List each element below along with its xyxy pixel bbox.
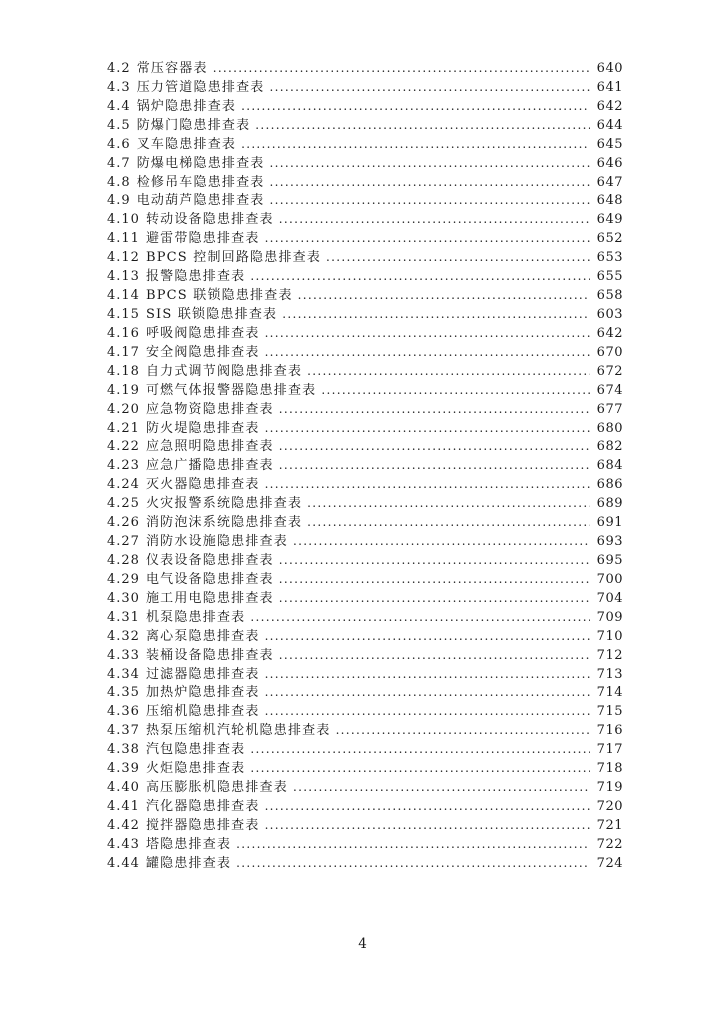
- dot-leader: [279, 210, 590, 230]
- toc-entry[interactable]: [107, 229, 623, 248]
- toc-entry-page-number: 672: [596, 363, 623, 379]
- toc-entry-title: 装桶设备隐患排查表: [145, 647, 274, 663]
- toc-entry-page-number: 642: [596, 325, 623, 341]
- toc-entry-page-number: 704: [596, 590, 623, 606]
- toc-entry-number: 4.6: [107, 136, 131, 152]
- toc-entry-number: 4.38: [107, 742, 140, 758]
- toc-entry-number: 4.36: [107, 704, 140, 720]
- toc-entry[interactable]: [107, 286, 623, 305]
- toc-entry-title: 检修吊车隐患排查表: [136, 174, 265, 190]
- toc-entry-title: 搅拌器隐患排查表: [145, 817, 260, 833]
- toc-entry-number: 4.17: [107, 344, 140, 360]
- toc-entry-number: 4.28: [107, 552, 140, 568]
- toc-entry-number: 4.32: [107, 628, 140, 644]
- toc-entry-title: 火炬隐患排查表: [145, 761, 246, 777]
- dot-leader: [270, 191, 591, 211]
- toc-entry-page-number: 653: [596, 250, 623, 266]
- toc-entry-title: 电动葫芦隐患排查表: [136, 193, 265, 209]
- dot-leader: [293, 778, 590, 798]
- toc-entry-number: 4.4: [107, 98, 131, 114]
- dot-leader: [279, 551, 590, 571]
- toc-entry-page-number: 655: [596, 269, 623, 285]
- dot-leader: [265, 816, 590, 836]
- toc-entry-title: SIS 联锁隐患排查表: [145, 306, 278, 322]
- toc-entry-number: 4.2: [107, 61, 131, 76]
- dot-leader: [265, 475, 590, 495]
- toc-entry[interactable]: [107, 248, 623, 267]
- toc-entry-number: 4.19: [107, 382, 140, 398]
- toc-entry[interactable]: [107, 627, 623, 646]
- toc-entry-number: 4.18: [107, 363, 140, 379]
- dot-leader: [265, 343, 590, 363]
- toc-entry-title: 热泵压缩机汽轮机隐患排查表: [145, 723, 331, 739]
- toc-entry-number: 4.25: [107, 496, 140, 512]
- toc-entry[interactable]: [107, 475, 623, 494]
- toc-entry[interactable]: [107, 816, 623, 835]
- toc-entry-page-number: 646: [596, 155, 623, 171]
- footer-page-number: 4: [358, 936, 367, 952]
- dot-leader: [282, 305, 590, 325]
- toc-entry-page-number: 658: [596, 288, 623, 304]
- toc-entry-number: 4.34: [107, 666, 140, 682]
- toc-entry-page-number: 645: [596, 136, 623, 152]
- toc-entry-title: 呼吸阀隐患排查表: [145, 325, 260, 341]
- toc-entry-page-number: 719: [596, 780, 623, 796]
- toc-entry-number: 4.29: [107, 571, 140, 587]
- toc-entry[interactable]: [107, 419, 623, 438]
- toc-entry[interactable]: [107, 154, 623, 173]
- dot-leader: [270, 173, 591, 193]
- toc-entry-title: 压力管道隐患排查表: [136, 79, 265, 95]
- toc-entry-page-number: 682: [596, 439, 623, 455]
- toc-entry[interactable]: [107, 343, 623, 362]
- toc-entry[interactable]: [107, 551, 623, 570]
- toc-entry-number: 4.27: [107, 534, 140, 550]
- toc-entry-number: 4.33: [107, 647, 140, 663]
- toc-entry[interactable]: [107, 381, 623, 400]
- toc-entry-title: 应急广播隐患排查表: [145, 458, 274, 474]
- toc-entry-page-number: 641: [596, 79, 623, 95]
- toc-entry-page-number: 721: [596, 817, 623, 833]
- toc-entry-number: 4.35: [107, 685, 140, 701]
- toc-entry-page-number: 648: [596, 193, 623, 209]
- toc-entry-page-number: 647: [596, 174, 623, 190]
- toc-entry[interactable]: [107, 797, 623, 816]
- toc-entry[interactable]: [107, 835, 623, 854]
- toc-entry-number: 4.24: [107, 477, 140, 493]
- toc-entry[interactable]: [107, 78, 623, 97]
- toc-entry-number: 4.16: [107, 325, 140, 341]
- toc-entry-title: 施工用电隐患排查表: [145, 590, 274, 606]
- toc-entry-title: 应急物资隐患排查表: [145, 401, 274, 417]
- dot-leader: [265, 683, 590, 703]
- toc-entry-page-number: 713: [596, 666, 623, 682]
- dot-leader: [279, 570, 590, 590]
- toc-entry-title: 罐隐患排查表: [145, 855, 232, 871]
- toc-entry-title: 消防水设施隐患排查表: [145, 534, 288, 550]
- toc-entry-title: 电气设备隐患排查表: [145, 571, 274, 587]
- toc-entry-title: 火灾报警系统隐患排查表: [145, 496, 303, 512]
- toc-entry-title: 加热炉隐患排查表: [145, 685, 260, 701]
- dot-leader: [241, 97, 590, 117]
- toc-entry-title: 汽化器隐患排查表: [145, 798, 260, 814]
- toc-entry-page-number: 652: [596, 231, 623, 247]
- dot-leader: [279, 589, 590, 609]
- dot-leader: [250, 740, 590, 760]
- dot-leader: [241, 135, 590, 155]
- toc-entry-title: 机泵隐患排查表: [145, 609, 246, 625]
- dot-leader: [279, 456, 590, 476]
- toc-entry-title: 报警隐患排查表: [145, 269, 246, 285]
- toc-entry-title: 锅炉隐患排查表: [136, 98, 237, 114]
- toc-entry-page-number: 695: [596, 552, 623, 568]
- toc-entry[interactable]: [107, 683, 623, 702]
- toc-entry-page-number: 642: [596, 98, 623, 114]
- toc-entry-title: 灭火器隐患排查表: [145, 477, 260, 493]
- toc-entry[interactable]: [107, 702, 623, 721]
- toc-entry[interactable]: [107, 854, 623, 873]
- toc-entry[interactable]: [107, 267, 623, 286]
- toc-entry-number: 4.41: [107, 798, 140, 814]
- toc-entry-number: 4.5: [107, 117, 131, 133]
- toc-entry[interactable]: [107, 778, 623, 797]
- toc-entry-page-number: 640: [596, 61, 623, 76]
- toc-entry-title: 过滤器隐患排查表: [145, 666, 260, 682]
- dot-leader: [265, 797, 590, 817]
- toc-entry[interactable]: [107, 97, 623, 116]
- toc-entry-page-number: 714: [596, 685, 623, 701]
- toc-entry-number: 4.31: [107, 609, 140, 625]
- dot-leader: [236, 835, 590, 855]
- toc-entry[interactable]: [107, 740, 623, 759]
- dot-leader: [270, 78, 591, 98]
- toc-entry-title: 仪表设备隐患排查表: [145, 552, 274, 568]
- toc-entry-number: 4.40: [107, 780, 140, 796]
- dot-leader: [336, 721, 590, 741]
- toc-entry-title: 可燃气体报警器隐患排查表: [145, 382, 317, 398]
- toc-entry[interactable]: [107, 173, 623, 192]
- toc-entry[interactable]: [107, 362, 623, 381]
- toc-entry[interactable]: [107, 589, 623, 608]
- toc-entry-page-number: 686: [596, 477, 623, 493]
- toc-entry-page-number: 722: [596, 836, 623, 852]
- dot-leader: [307, 513, 590, 533]
- toc-entry-title: 防爆门隐患排查表: [136, 117, 251, 133]
- toc-entry-number: 4.43: [107, 836, 140, 852]
- dot-leader: [293, 532, 590, 552]
- toc-entry-number: 4.12: [107, 250, 140, 266]
- toc-entry-page-number: 709: [596, 609, 623, 625]
- dot-leader: [279, 646, 590, 666]
- toc-entry[interactable]: [107, 400, 623, 419]
- toc-entry-page-number: 680: [596, 420, 623, 436]
- toc-entry-title: 压缩机隐患排查表: [145, 704, 260, 720]
- dot-leader: [250, 759, 590, 779]
- dot-leader: [265, 627, 590, 647]
- toc-entry-title: 汽包隐患排查表: [145, 742, 246, 758]
- toc-entry-title: 叉车隐患排查表: [136, 136, 237, 152]
- toc-entry-page-number: 715: [596, 704, 623, 720]
- toc-entry-title: 防爆电梯隐患排查表: [136, 155, 265, 171]
- toc-entry-page-number: 712: [596, 647, 623, 663]
- toc-entry-number: 4.30: [107, 590, 140, 606]
- dot-leader: [326, 248, 590, 268]
- toc-entry-page-number: 717: [596, 742, 623, 758]
- toc-entry-page-number: 716: [596, 723, 623, 739]
- toc-entry[interactable]: [107, 570, 623, 589]
- toc-entry[interactable]: [107, 513, 623, 532]
- toc-entry[interactable]: [107, 646, 623, 665]
- toc-entry[interactable]: [107, 135, 623, 154]
- toc-entry-page-number: 684: [596, 458, 623, 474]
- toc-entry-number: 4.39: [107, 761, 140, 777]
- toc-entry-page-number: 710: [596, 628, 623, 644]
- dot-leader: [265, 702, 590, 722]
- toc-entry[interactable]: [107, 532, 623, 551]
- dot-leader: [255, 116, 590, 136]
- toc-entry-page-number: 670: [596, 344, 623, 360]
- dot-leader: [307, 494, 590, 514]
- toc-entry[interactable]: [107, 665, 623, 684]
- toc-entry-number: 4.23: [107, 458, 140, 474]
- dot-leader: [279, 400, 590, 420]
- toc-entry-number: 4.21: [107, 420, 140, 436]
- toc-entry[interactable]: [107, 59, 623, 78]
- dot-leader: [321, 381, 590, 401]
- dot-leader: [250, 608, 590, 628]
- toc-entry-page-number: 674: [596, 382, 623, 398]
- toc-entry-number: 4.7: [107, 155, 131, 171]
- dot-leader: [307, 362, 590, 382]
- toc-entry-number: 4.37: [107, 723, 140, 739]
- toc-entry-number: 4.11: [107, 231, 140, 247]
- toc-entry-page-number: 718: [596, 761, 623, 777]
- toc-entry[interactable]: [107, 437, 623, 456]
- toc-entry[interactable]: [107, 759, 623, 778]
- toc-entry-title: 常压容器表: [136, 61, 208, 76]
- dot-leader: [265, 419, 590, 439]
- toc-entry-title: 避雷带隐患排查表: [145, 231, 260, 247]
- toc-entry-title: 消防泡沫系统隐患排查表: [145, 515, 303, 531]
- toc-entry-number: 4.15: [107, 306, 140, 322]
- toc-entry-title: 安全阀隐患排查表: [145, 344, 260, 360]
- toc-entry[interactable]: [107, 191, 623, 210]
- toc-entry-page-number: 644: [596, 117, 623, 133]
- toc-entry-title: 自力式调节阀隐患排查表: [145, 363, 303, 379]
- toc-entry-page-number: 603: [596, 306, 623, 322]
- toc-entry-title: 高压膨胀机隐患排查表: [145, 780, 288, 796]
- toc-entry-number: 4.9: [107, 193, 131, 209]
- toc-entry-page-number: 700: [596, 571, 623, 587]
- toc-entry-number: 4.3: [107, 79, 131, 95]
- dot-leader: [265, 229, 590, 249]
- toc-entry[interactable]: [107, 324, 623, 343]
- toc-entry-number: 4.42: [107, 817, 140, 833]
- toc-entry-number: 4.14: [107, 288, 140, 304]
- toc-entry-page-number: 689: [596, 496, 623, 512]
- toc-entry-page-number: 720: [596, 798, 623, 814]
- toc-entry[interactable]: [107, 494, 623, 513]
- toc-entry[interactable]: [107, 305, 623, 324]
- dot-leader: [298, 286, 590, 306]
- toc-entry[interactable]: [107, 210, 623, 229]
- toc-entry[interactable]: [107, 721, 623, 740]
- toc-entry-page-number: 693: [596, 534, 623, 550]
- toc-entry-title: 塔隐患排查表: [145, 836, 232, 852]
- dot-leader: [236, 854, 590, 874]
- dot-leader: [213, 59, 590, 79]
- dot-leader: [250, 267, 590, 287]
- page-footer: [0, 936, 725, 952]
- toc-entry-number: 4.22: [107, 439, 140, 455]
- toc-entry-title: 离心泵隐患排查表: [145, 628, 260, 644]
- toc-entry-page-number: 649: [596, 212, 623, 228]
- toc-entry-number: 4.26: [107, 515, 140, 531]
- toc-entry[interactable]: [107, 456, 623, 475]
- toc-entry-title: BPCS 控制回路隐患排查表: [145, 250, 322, 266]
- toc-entry-number: 4.8: [107, 174, 131, 190]
- toc-entry-page-number: 724: [596, 855, 623, 871]
- toc-entry-title: 防火堤隐患排查表: [145, 420, 260, 436]
- toc-entry-page-number: 691: [596, 515, 623, 531]
- toc-list: [107, 59, 623, 873]
- toc-entry-title: 转动设备隐患排查表: [145, 212, 274, 228]
- dot-leader: [279, 437, 590, 457]
- toc-entry-title: BPCS 联锁隐患排查表: [145, 288, 293, 304]
- toc-entry-title: 应急照明隐患排查表: [145, 439, 274, 455]
- dot-leader: [265, 324, 590, 344]
- toc-entry-number: 4.13: [107, 269, 140, 285]
- toc-entry[interactable]: [107, 608, 623, 627]
- dot-leader: [270, 154, 591, 174]
- toc-entry-number: 4.10: [107, 212, 140, 228]
- toc-entry-page-number: 677: [596, 401, 623, 417]
- toc-entry[interactable]: [107, 116, 623, 135]
- toc-entry-number: 4.20: [107, 401, 140, 417]
- dot-leader: [265, 665, 590, 685]
- toc-entry-number: 4.44: [107, 855, 140, 871]
